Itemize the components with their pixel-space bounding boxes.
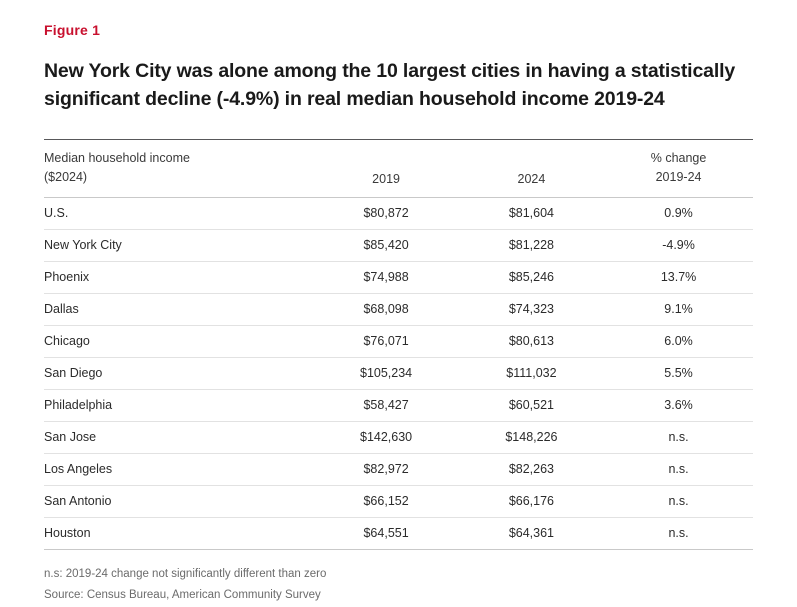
row-value-2019: $105,234 [313,357,458,389]
row-label: U.S. [44,197,313,229]
column-header-change [604,140,753,197]
row-value-2024: $64,361 [459,517,604,549]
row-label: New York City [44,229,313,261]
row-label: Los Angeles [44,453,313,485]
row-value-2024: $85,246 [459,261,604,293]
row-value-2024: $66,176 [459,485,604,517]
row-value-change: n.s. [604,453,753,485]
row-label: San Antonio [44,485,313,517]
column-header-change-line2: 2019-24 [655,169,702,184]
row-value-2019: $58,427 [313,389,458,421]
table-row [44,517,753,549]
row-value-change: -4.9% [604,229,753,261]
row-value-change: n.s. [604,517,753,549]
row-label: Philadelphia [44,389,313,421]
table-row [44,197,753,229]
row-label: San Jose [44,421,313,453]
row-value-2019: $82,972 [313,453,458,485]
row-label: Phoenix [44,261,313,293]
table-row [44,261,753,293]
row-value-change: 6.0% [604,325,753,357]
footnote-note: n.s: 2019-24 change not significantly different than zero [44,567,327,580]
table-header [44,140,753,197]
row-label: Chicago [44,325,313,357]
row-value-2019: $80,872 [313,197,458,229]
table-row [44,453,753,485]
row-value-2024: $80,613 [459,325,604,357]
row-value-change: 0.9% [604,197,753,229]
income-table [44,139,753,549]
row-value-2024: $60,521 [459,389,604,421]
row-value-2024: $82,263 [459,453,604,485]
table-body [44,197,753,549]
row-value-2019: $85,420 [313,229,458,261]
row-value-change: 3.6% [604,389,753,421]
table-row [44,485,753,517]
row-value-2024: $148,226 [459,421,604,453]
column-header-2019: 2019 [313,140,458,197]
column-header-2024: 2024 [459,140,604,197]
row-value-2019: $142,630 [313,421,458,453]
row-value-2024: $81,604 [459,197,604,229]
table-row [44,357,753,389]
column-header-change-line1: % change [650,151,707,166]
row-value-change: 13.7% [604,261,753,293]
figure-headline: New York City was alone among the 10 largest cities in having a statistically significant decline (-4.9%) in real median household income 2019-24 [44,60,736,110]
column-header-measure-line2: ($2024) [44,169,88,184]
column-header-measure-line1: Median household income [44,151,190,166]
table-header-row [44,140,753,197]
row-value-2024: $74,323 [459,293,604,325]
row-value-change: n.s. [604,421,753,453]
row-label: Houston [44,517,313,549]
row-value-change: 9.1% [604,293,753,325]
row-value-2019: $76,071 [313,325,458,357]
table-row [44,325,753,357]
row-label: Dallas [44,293,313,325]
footnotes [44,564,753,607]
row-value-2024: $81,228 [459,229,604,261]
row-value-2019: $68,098 [313,293,458,325]
row-value-change: 5.5% [604,357,753,389]
footnote-source: Source: Census Bureau, American Community Survey [44,589,321,602]
row-label: San Diego [44,357,313,389]
table-row [44,229,753,261]
figure-label: Figure 1 [44,22,101,38]
table-row [44,389,753,421]
table-row [44,421,753,453]
row-value-2019: $64,551 [313,517,458,549]
table-row [44,293,753,325]
row-value-change: n.s. [604,485,753,517]
column-header-measure [44,140,313,197]
row-value-2024: $111,032 [459,357,604,389]
row-value-2019: $74,988 [313,261,458,293]
row-value-2019: $66,152 [313,485,458,517]
